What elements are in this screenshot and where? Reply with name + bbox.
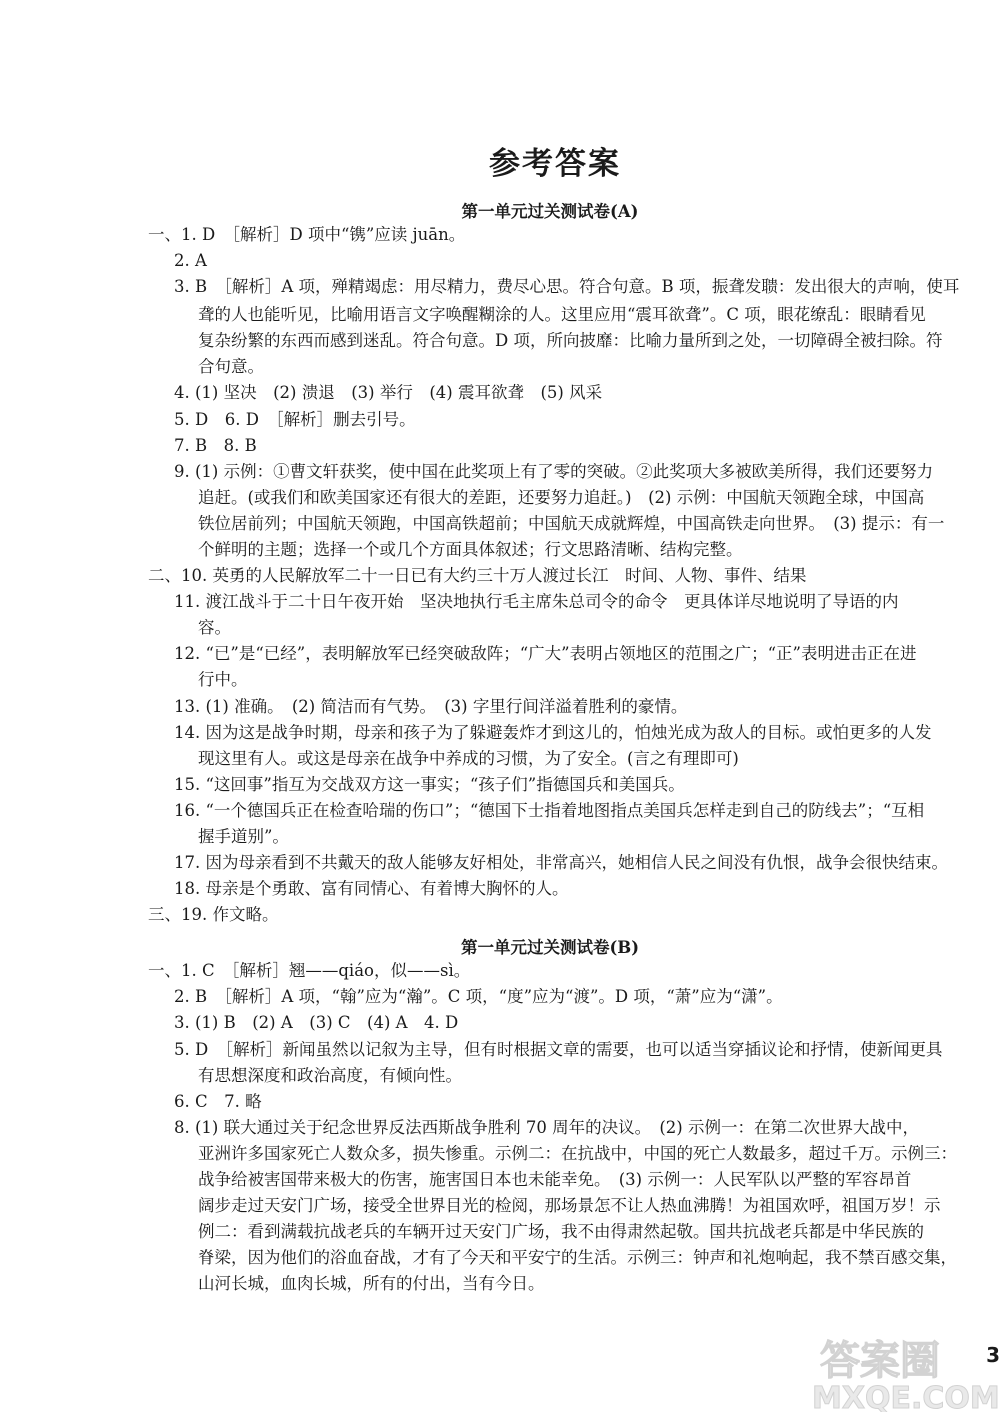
answer-line: 13. (1) 准确。 (2) 简洁而有气势。 (3) 字里行间洋溢着胜利的豪情。 [174,697,688,716]
answer-line: 2. B ［解析］A 项，“翰”应为“瀚”。C 项，“度”应为“渡”。D 项，“萧”应为“潇”。 [174,987,783,1006]
answer-line: 16. “一个德国兵正在检查哈瑞的伤口”；“德国下士指着地图指点美国兵怎样走到自己的防线去”；“互相 [174,801,925,820]
watermark-logo-text: 答案圈 [820,1338,940,1384]
answer-line: 现这里有人。或这是母亲在战争中养成的习惯，为了安全。(言之有理即可) [198,749,739,768]
section-b-heading: 第一单元过关测试卷(B) [460,938,640,957]
answer-line: 一、1. D ［解析］D 项中“镌”应读 juān。 [148,225,466,244]
answer-line: 3. (1) B (2) A (3) C (4) A 4. D [174,1013,459,1032]
answer-line: 8. (1) 联大通过关于纪念世界反法西斯战争胜利 70 周年的决议。 (2) 示例一：在第二次世界大战中， [174,1118,919,1137]
answer-line: 聋的人也能听见，比喻用语言文字唤醒糊涂的人。这里应用“震耳欲聋”。C 项，眼花缭乱：眼睛看见 [198,305,926,324]
answer-line: 个鲜明的主题；选择一个或几个方面具体叙述；行文思路清晰、结构完整。 [198,540,743,559]
answer-line: 有思想深度和政治高度，有倾向性。 [198,1066,462,1085]
answer-line: 战争给被害国带来极大的伤害，施害国日本也未能幸免。 (3) 示例一：人民军队以严整的军容昂首 [198,1170,912,1189]
answer-line: 14. 因为这是战争时期，母亲和孩子为了躲避轰炸才到这儿的，怕烛光成为敌人的目标。或怕更多的人发 [174,723,932,742]
answer-line: 铁位居前列；中国航天领跑，中国高铁超前；中国航天成就辉煌，中国高铁走向世界。 (3) 提示：有一 [198,514,945,533]
answer-line: 例二：看到满载抗战老兵的车辆开过天安门广场，我不由得肃然起敬。国共抗战老兵都是中华民族的 [198,1222,924,1241]
answer-line: 三、19. 作文略。 [148,905,279,924]
answer-line: 追赶。(或我们和欧美国家还有很大的差距，还要努力追赶。) (2) 示例：中国航天领跑全球，中国高 [198,488,925,507]
answer-line: 一、1. C ［解析］翘——qiáo，似——sì。 [148,961,471,980]
answer-line: 18. 母亲是个勇敢、富有同情心、有着博大胸怀的人。 [174,879,569,898]
answer-line: 17. 因为母亲看到不共戴天的敌人能够友好相处，非常高兴，她相信人民之间没有仇恨，战争会很快结束。 [174,853,948,872]
section-a-heading: 第一单元过关测试卷(A) [461,202,639,221]
answer-line: 3. B ［解析］A 项，殚精竭虑：用尽精力，费尽心思。符合句意。B 项，振聋发聩：发出很大的声响，使耳 [174,277,960,296]
answer-line: 5. D ［解析］新闻虽然以记叙为主导，但有时根据文章的需要，也可以适当穿插议论和抒情，使新闻更具 [174,1040,943,1059]
answer-line: 合句意。 [198,357,264,376]
answer-line: 亚洲许多国家死亡人数众多，损失惨重。示例二：在抗战中，中国的死亡人数最多，超过千万。示例三： [198,1144,957,1163]
answer-line: 行中。 [198,670,248,689]
page-title: 参考答案 [489,146,621,182]
answer-line: 4. (1) 坚决 (2) 溃退 (3) 举行 (4) 震耳欲聋 (5) 风采 [174,383,603,402]
answer-line: 复杂纷繁的东西而感到迷乱。符合句意。D 项，所向披靡：比喻力量所到之处，一切障碍全被扫除。符 [198,331,943,350]
answer-line: 15. “这回事”指互为交战双方这一事实；“孩子们”指德国兵和美国兵。 [174,775,685,794]
answer-line: 12. “已”是“已经”，表明解放军已经突破敌阵；“广大”表明占领地区的范围之广；“正”表明进击正在进 [174,644,917,663]
answer-line: 阔步走过天安门广场，接受全世界目光的检阅，那场景怎不让人热血沸腾！为祖国欢呼，祖国万岁！示 [198,1196,941,1215]
page-number: 3 [986,1343,1000,1367]
answer-line: 9. (1) 示例：①曹文轩获奖，使中国在此奖项上有了零的突破。②此奖项大多被欧美所得，我们还要努力 [174,462,934,481]
answer-line: 握手道别”。 [198,827,289,846]
answer-line: 脊梁，因为他们的浴血奋战，才有了今天和平安宁的生活。示例三：钟声和礼炮响起，我不禁百感交集， [198,1248,957,1267]
answer-line: 山河长城，血肉长城，所有的付出，当有今日。 [198,1274,545,1293]
answer-line: 5. D 6. D ［解析］删去引号。 [174,410,416,429]
answer-line: 二、10. 英勇的人民解放军二十一日已有大约三十万人渡过长江 时间、人物、事件、结果 [148,566,807,585]
answer-line: 容。 [198,618,231,637]
answer-line: 2. A [174,251,207,270]
answer-line: 11. 渡江战斗于二十日午夜开始 坚决地执行毛主席朱总司令的命令 更具体详尽地说明了导语的内 [174,592,899,611]
watermark-logo [802,1322,1000,1412]
watermark-url-text: MXQE.COM [812,1381,1000,1412]
answer-line: 6. C 7. 略 [174,1092,262,1111]
answer-line: 7. B 8. B [174,436,257,455]
